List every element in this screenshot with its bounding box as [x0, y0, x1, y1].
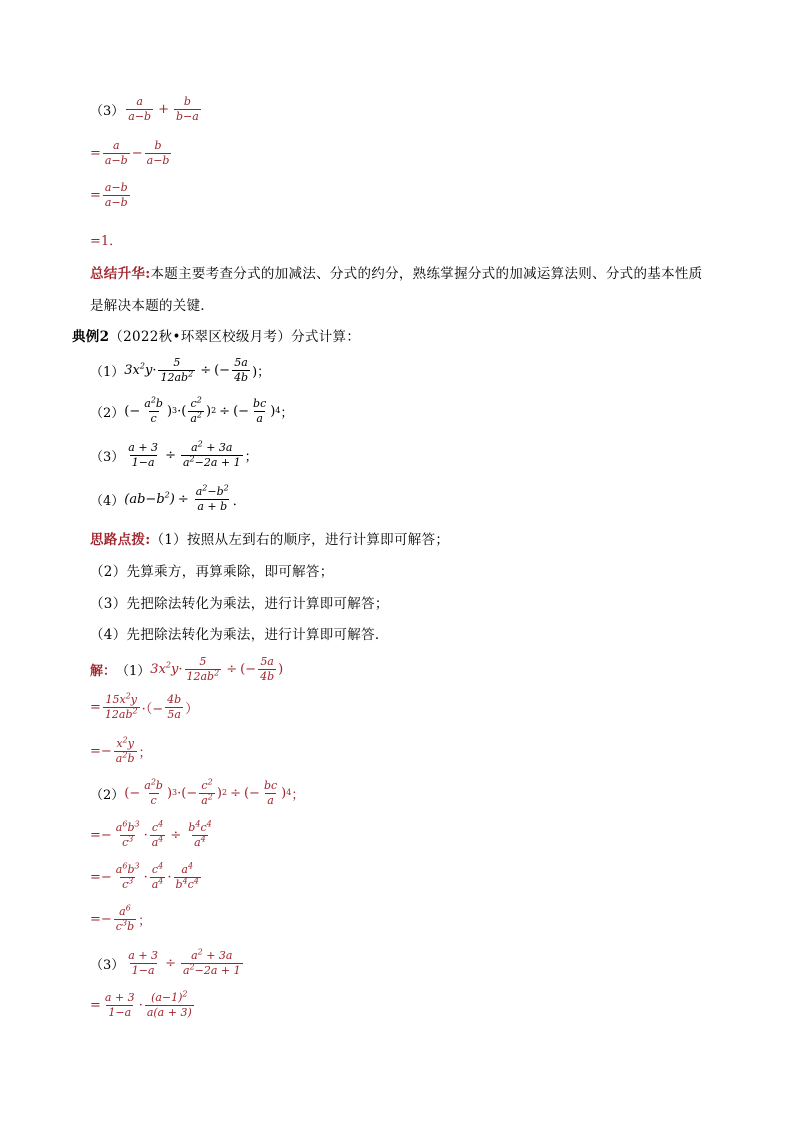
solution-line2: （2） (− $\frac{a^2b}{c}$ ) 3 ·(− $\frac{c^2}{a^2}$ ) 2 ÷ (− $\frac{bc}{a}$ ) 4 ；	[90, 777, 305, 807]
summary-label: 总结升华:	[90, 266, 151, 282]
item-prefix: （3）	[90, 449, 125, 465]
fraction: $\frac{a}{a-b}$	[128, 95, 152, 123]
hint-line2: （2）先算乘方，再算乘除，即可解答；	[90, 564, 334, 580]
fraction: $\frac{a}{a-b}$	[104, 139, 128, 167]
hint-line3: （3）先把除法转化为乘法，进行计算即可解答；	[90, 596, 389, 612]
fraction: $\frac{a-b}{a-b}$	[104, 181, 128, 209]
item-prefix: （1）	[90, 364, 125, 380]
example2-item-3: （3） $\frac{a + 3}{1-a}$ ÷ $\frac{a^2 + 3a}{a^2-2a + 1}$ ；	[90, 439, 258, 469]
solution-label: 解：	[90, 663, 117, 679]
solution-step: =− $\frac{a^6b^3}{c^3}$ · $\frac{c^4}{a^4}$ · $\frac{a^4}{b^4c^4}$	[90, 861, 199, 891]
example2-heading	[72, 325, 360, 345]
ex1-p3-step1: = $\frac{a}{a-b}$ − $\frac{b}{a-b}$	[90, 139, 170, 167]
summary-text: 本题主要考查分式的加减法、分式的约分，熟练掌握分式的加减运算法则、分式的基本性质	[150, 266, 703, 282]
ex1-p3-step2: = $\frac{a-b}{a-b}$	[90, 181, 128, 209]
example-label: 典例2	[72, 329, 110, 345]
solution-step: = $\frac{a + 3}{1-a}$ · $\frac{(a-1)^2}{a(a + 3)}$	[90, 989, 192, 1019]
ex1-p3-result: =1．	[90, 234, 123, 249]
ex1-p3-expression	[90, 96, 203, 122]
fraction: $\frac{b}{b-a}$	[176, 95, 199, 123]
example2-item-2: （2） (− $\frac{a^2b}{c}$ ) 3 ·( $\frac{c^2}{a^2}$ ) 2 ÷ (− $\frac{bc}{a}$ ) 4 ；	[90, 395, 294, 425]
example2-item-4: （4） $(ab-b^2)$ ÷ $\frac{a^2-b^2}{a + b}$ ．	[90, 483, 246, 513]
item-prefix: （2）	[90, 405, 125, 421]
solution-step: =− $\frac{x^2y}{a^2b}$ ；	[90, 735, 152, 765]
operator: +	[158, 101, 170, 117]
summary-text: 是解决本题的关键．	[90, 298, 215, 314]
solution-step: =− $\frac{a^6}{c^3b}$ ；	[90, 903, 152, 933]
hint-line4: （4）先把除法转化为乘法，进行计算即可解答．	[90, 627, 389, 643]
solution-line3: （3） $\frac{a + 3}{1-a}$ ÷ $\frac{a^2 + 3a}{a^2-2a + 1}$	[90, 947, 241, 977]
solution-step: =− $\frac{a^6b^3}{c^3}$ · $\frac{c^4}{a^4}$ ÷ $\frac{b^4c^4}{a^4}$	[90, 819, 212, 849]
solution-step: = $\frac{15x^2y}{12ab^2}$ ·（− $\frac{4b}{5a}$ ）	[90, 691, 199, 721]
item-prefix: （4）	[90, 493, 125, 509]
example2-item-1: （1） $3x^2y$ · $\frac{5}{12ab^2}$ ÷ (− $\frac{5a}{4b}$ )；	[90, 356, 271, 384]
hint-line1: 思路点拨: （1）按照从左到右的顺序，进行计算即可解答；	[90, 528, 449, 548]
example-source: （2022秋•环翠区校级月考）分式计算：	[109, 329, 361, 345]
part-prefix: （3）	[90, 103, 125, 119]
hints-label: 思路点拨:	[90, 532, 151, 548]
fraction: $\frac{b}{a-b}$	[146, 139, 170, 167]
summary-line1	[90, 262, 702, 282]
solution-line1: 解： （1） $3x^2y$ · $\frac{5}{12ab^2}$ ÷ (− $\frac{5a}{4b}$ )	[90, 655, 284, 683]
summary-line2	[90, 294, 214, 314]
